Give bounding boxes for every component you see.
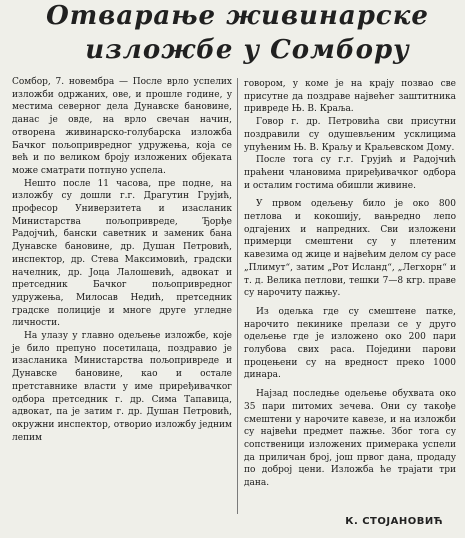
column-divider	[237, 78, 238, 514]
article-column-right	[244, 78, 456, 490]
headline-line-1: Отварање живинарске	[46, 1, 429, 31]
paragraph-opening: Сомбор, 7. новембра — После врло успелих изложби одржаних, ове, и прошле године, у местима северног дела Дунавске бановине, данас је овде, на врло свечан начин, отворена живинарско-голубарска изложба Бачког пољопривредног удружења, која се већ и по великом броју изложених објеката може сматрати потпуно успела.	[12, 77, 232, 176]
paragraph-pigeons: Из одељка где су смештене патке, нарочито пекинике прелази се у друго одељење где је изложено око 200 пари голубова свих раса. Поједини парови процењени су на вредност преко 1000 динара.	[244, 306, 456, 381]
paragraph-tour: После тога су г.г. Грујић и Радојчић праћени члановима приређивачког одбора и осталим гостима обишли живине.	[244, 155, 456, 191]
paragraph-guests: Нешто после 11 часова, пре подне, на изложбу су дошли г.г. Драгутин Грујић, професор Универзитета и изасланик Министарства пољопривреде, Ђорђе Радојчић, бански саветник и заменик бана Дунавске бановине, др. Душан Петровић, инспектор, др. Стева Максимовић, градски начелник, др. Јоца Лалошевић, адвокат и претседник Бачког пољопривредног удружења, Милосав Недић, претседник градске полиције и многе друге угледне личности.	[12, 178, 232, 329]
paragraph-rabbits: Најзад последње одељење обухвата око 35 пари питомих зечева. Они су такође смештени у нарочите кавезе, и на изложби су највећи предмет пажње. Због тога су сопственици изложених примерака успели да приличан број, још првог дана, продаду по доброј цени. Изложба ће трајати три дана.	[244, 389, 456, 489]
article-column-left	[12, 76, 232, 444]
paragraph-ovation: Говор г. др. Петровића сви присутни поздравили су одушевљеним усклицима упућеним Њ. В. Краљу и Краљевском Дому.	[244, 117, 456, 153]
paragraph-speech: говором, у коме је на крају позвао све присутне да поздраве највећег заштитника привреде Њ. В. Краља.	[244, 79, 456, 115]
paragraph-poultry: У првом одељењу било је око 800 петлова и кокошију, вањредно лепо одгајених и напредних. Сви изложени примерци смештени су у плетеним кавезима од жице и највећим делом су расе „Плимут“, затим „Рот Исланд“, „Легхорн“ и т. д. Велика петлови, тешки 7—8 кгр. праве су нарочиту пажњу.	[244, 199, 456, 299]
paragraph-entrance: На улазу у главно одељење изложбе, које је било препуно посетилаца, поздравио је изасланика Министарства пољопривреде и Дунавске бановине, као и остале претставнике власти у име приређивачког одбора претседник г. др. Сима Тапавица, адвокат, па је затим г. др. Душан Петровић, окружни инспектор, отворио изложбу једним лепим	[12, 331, 232, 443]
headline-line-2: изложбе у Сомбору	[85, 35, 410, 65]
author-signature: К. СТОЈАНОВИЋ	[345, 516, 443, 527]
